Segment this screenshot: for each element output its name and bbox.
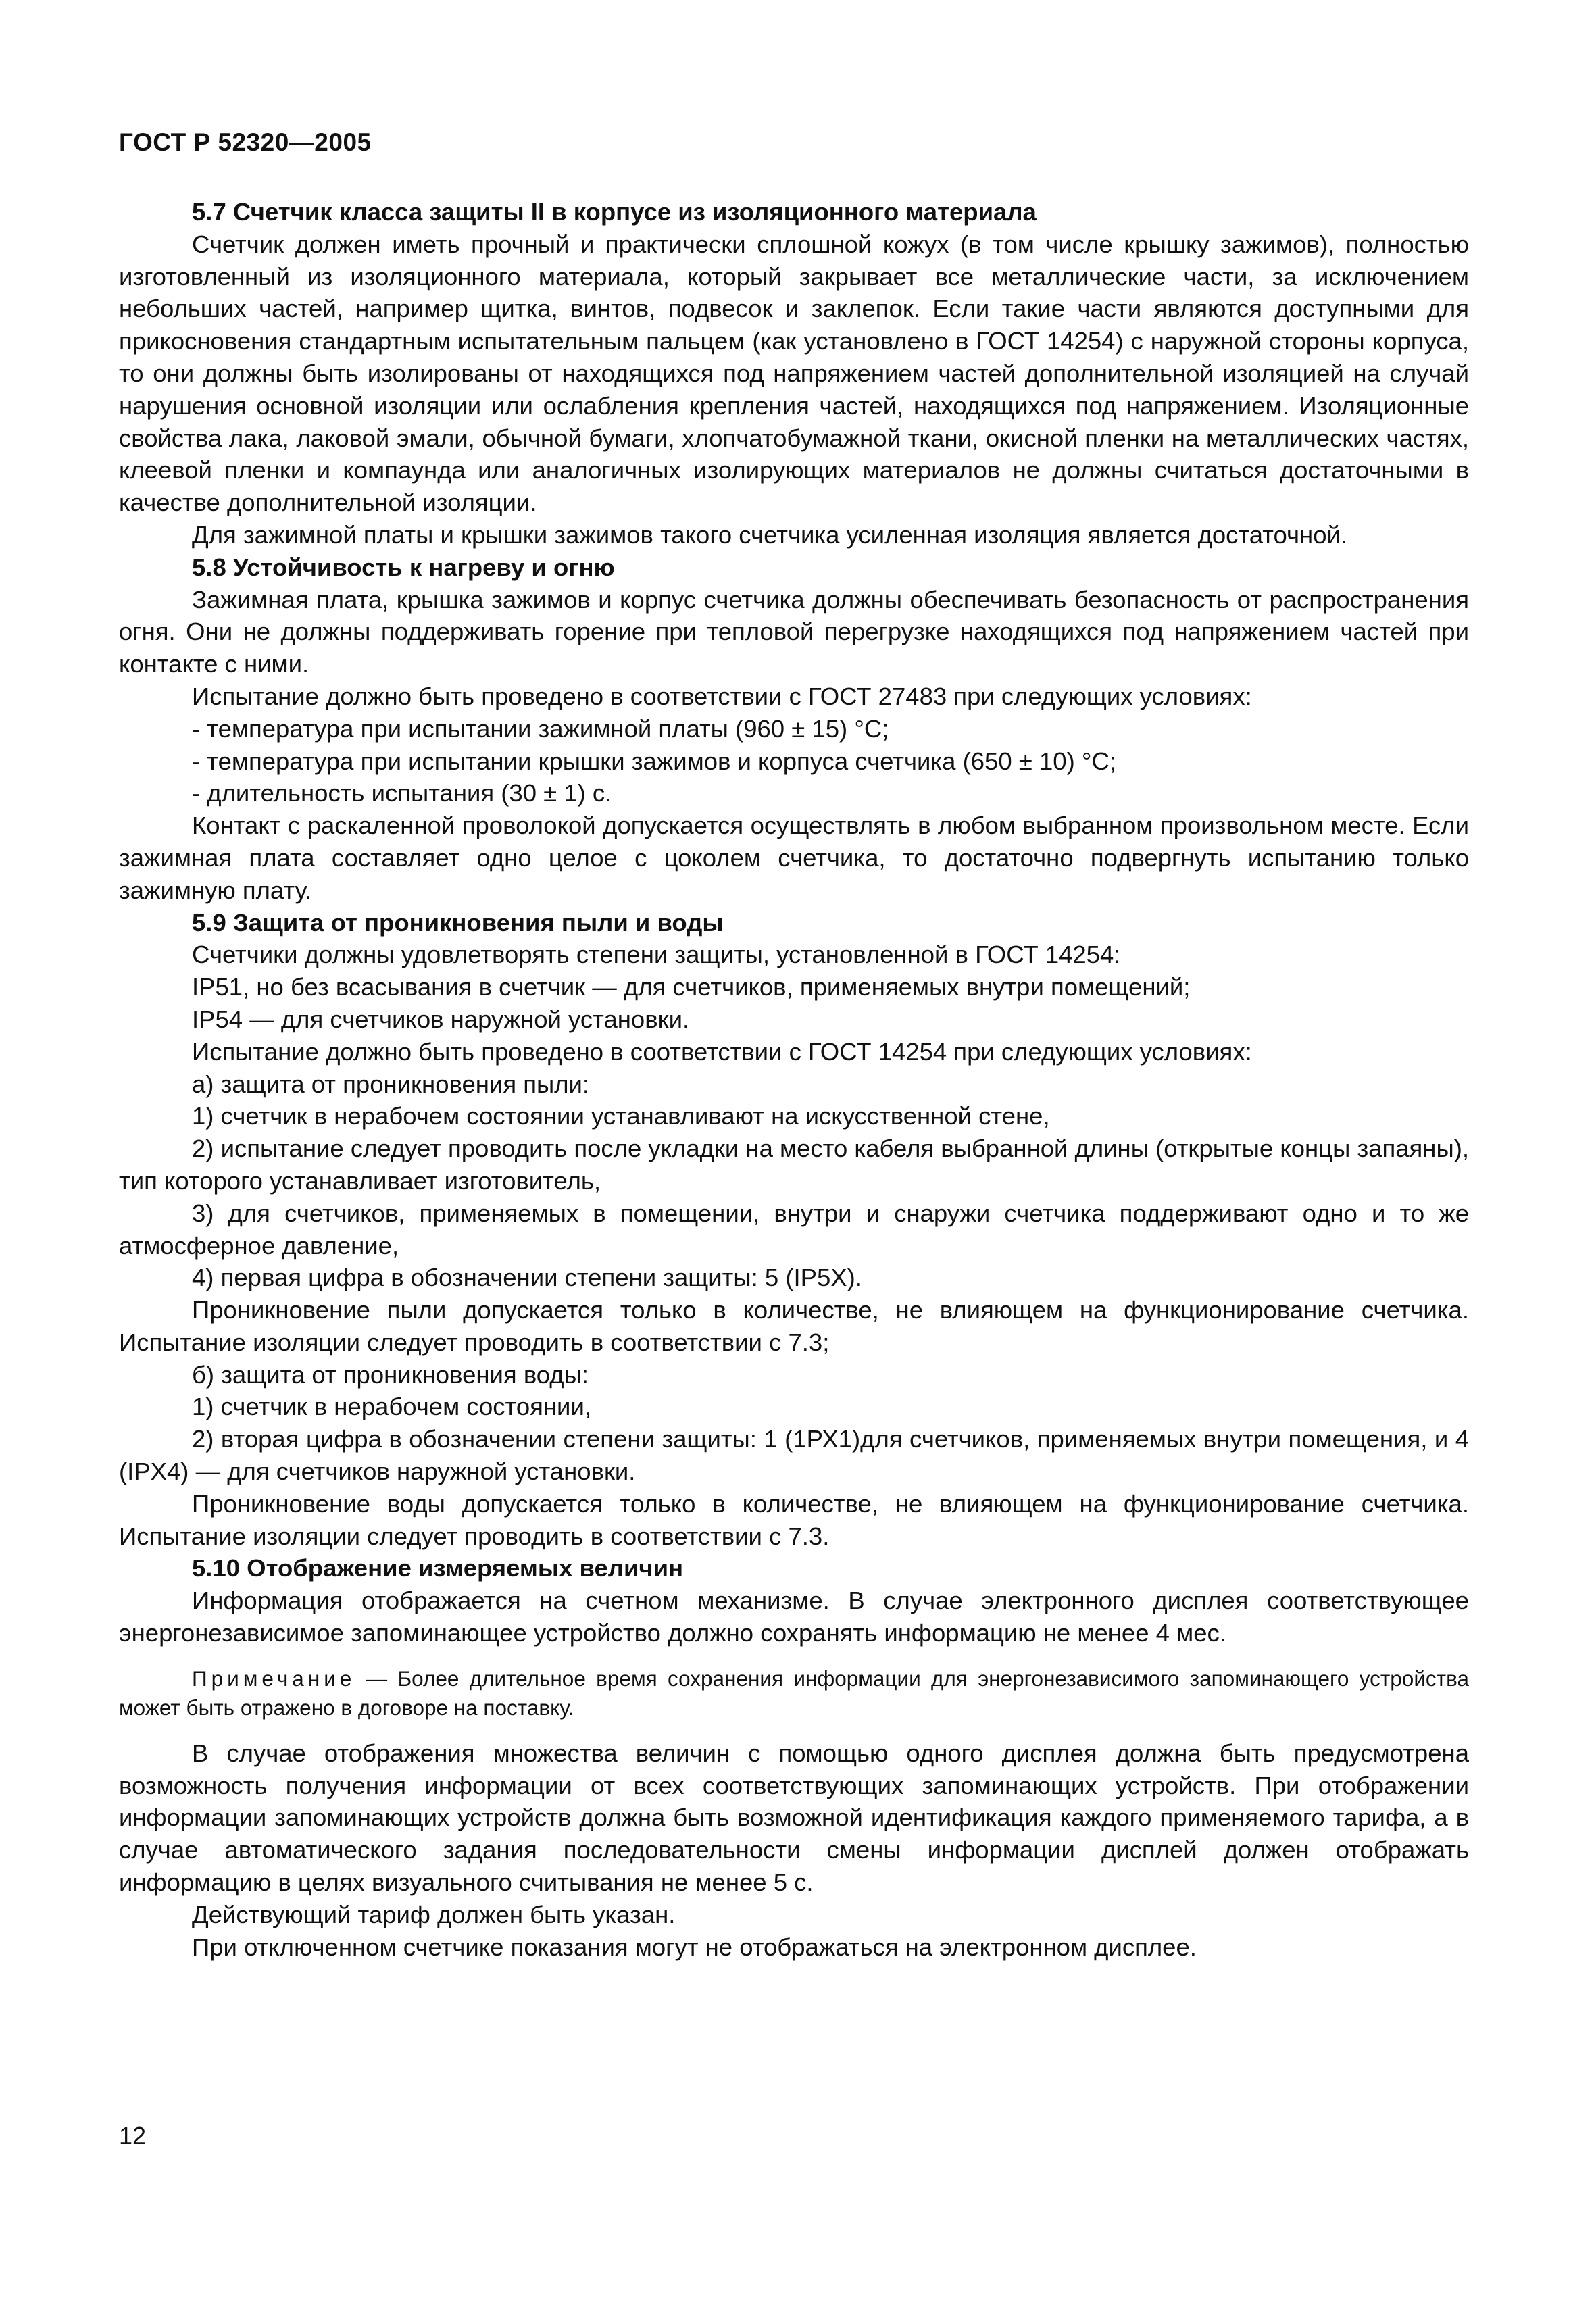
list-item: 2) испытание следует проводить после укладки на место кабеля выбранной длины (открытые концы запаяны), тип которого устанавливает изготовитель,: [119, 1135, 1469, 1195]
paragraph: Контакт с раскаленной проволокой допускается осуществлять в любом выбранном произвольном месте. Если зажимная плата составляет одно целое с цоколем счетчика, то достаточно подвергнуть испытанию только зажимную плату.: [119, 812, 1469, 904]
list-item: 2) вторая цифра в обозначении степени защиты: 1 (1РХ1)для счетчиков, применяемых внутри помещения, и 4 (IPX4) — для счетчиков наружной установки.: [119, 1425, 1469, 1486]
list-item: - температура при испытании крышки зажимов и корпуса счетчика (650 ± 10) °С;: [192, 747, 1116, 775]
list-item: 1) счетчик в нерабочем состоянии устанавливают на искусственной стене,: [192, 1102, 1050, 1130]
list-item: 1) счетчик в нерабочем состоянии,: [192, 1393, 591, 1421]
section-heading-5-9: 5.9 Защита от проникновения пыли и воды: [192, 908, 724, 937]
paragraph: Счетчик должен иметь прочный и практически сплошной кожух (в том числе крышку зажимов), полностью изготовленный из изоляционного материала, который закрывает все металлические части, за исключением небольших частей, например щитка, винтов, подвесок и заклепок. Если такие части являются доступными для прикосновения стандартным испытательным пальцем (как установлено в ГОСТ 14254) с наружной стороны корпуса, то они должны быть изолированы от находящихся под напряжением частей дополнительной изоляцией на случай нарушения основной изоляции или ослабления крепления частей, находящихся под напряжением. Изоляционные свойства лака, лаковой эмали, обычной бумаги, хлопчатобумажной ткани, окисной пленки на металлических частях, клеевой пленки и компаунда или аналогичных изолирующих материалов не должны считаться достаточными в качестве дополнительной изоляции.: [119, 230, 1469, 517]
document-code: ГОСТ Р 52320—2005: [119, 128, 372, 156]
paragraph: Действующий тариф должен быть указан.: [192, 1900, 676, 1928]
document-body: [119, 196, 1469, 1963]
section-heading-5-7: 5.7 Счетчик класса защиты II в корпусе из изоляционного материала: [192, 198, 1037, 226]
list-item: - длительность испытания (30 ± 1) с.: [192, 779, 612, 807]
paragraph: Для зажимной платы и крышки зажимов такого счетчика усиленная изоляция является достаточной.: [192, 520, 1348, 549]
paragraph: IP54 — для счетчиков наружной установки.: [192, 1005, 690, 1033]
paragraph: Испытание должно быть проведено в соответствии с ГОСТ 14254 при следующих условиях:: [192, 1037, 1252, 1066]
paragraph: В случае отображения множества величин с помощью одного дисплея должна быть предусмотрена возможность получения информации от всех соответствующих запоминающих устройств. При отображении информации запоминающих устройств должна быть возможной идентификация каждого применяемого тарифа, а в случае автоматического задания последовательности смены информации дисплей должен отображать информацию в целях визуального считывания не менее 5 с.: [119, 1739, 1469, 1897]
list-item: а) защита от проникновения пыли:: [192, 1070, 590, 1098]
paragraph: Испытание должно быть проведено в соответствии с ГОСТ 27483 при следующих условиях:: [192, 682, 1252, 710]
list-item: - температура при испытании зажимной платы (960 ± 15) °С;: [192, 714, 889, 743]
section-heading-5-10: 5.10 Отображение измеряемых величин: [192, 1554, 684, 1583]
list-item: б) защита от проникновения воды:: [192, 1360, 589, 1389]
paragraph: Зажимная плата, крышка зажимов и корпус счетчика должны обеспечивать безопасность от распространения огня. Они не должны поддерживать горение при тепловой перегрузке находящихся под напряжением частей при контакте с ними.: [119, 585, 1469, 678]
list-item: 4) первая цифра в обозначении степени защиты: 5 (IP5X).: [192, 1264, 862, 1292]
paragraph: Счетчики должны удовлетворять степени защиты, установленной в ГОСТ 14254:: [192, 941, 1121, 969]
paragraph: IP51, но без всасывания в счетчик — для счетчиков, применяемых внутри помещений;: [192, 973, 1191, 1001]
paragraph: Проникновение воды допускается только в количестве, не влияющем на функционирование счетчика. Испытание изоляции следует проводить в соответствии с 7.3.: [119, 1489, 1469, 1550]
note-text: — Более длительное время сохранения информации для энергонезависимого запоминающего устройства может быть отражено в договоре на поставку.: [119, 1666, 1469, 1720]
section-heading-5-8: 5.8 Устойчивость к нагреву и огню: [192, 553, 615, 581]
note: [119, 1664, 1469, 1722]
list-item: 3) для счетчиков, применяемых в помещении, внутри и снаружи счетчика поддерживают одно и то же атмосферное давление,: [119, 1199, 1469, 1260]
paragraph: Проникновение пыли допускается только в количестве, не влияющем на функционирование счетчика. Испытание изоляции следует проводить в соответствии с 7.3;: [119, 1296, 1469, 1356]
page-number: 12: [119, 2122, 147, 2149]
paragraph: Информация отображается на счетном механизме. В случае электронного дисплея соответствующее энергонезависимое запоминающее устройство должно сохранять информацию не менее 4 мес.: [119, 1587, 1469, 1647]
paragraph: При отключенном счетчике показания могут не отображаться на электронном дисплее.: [192, 1933, 1197, 1961]
note-label: Примечание: [192, 1666, 356, 1691]
